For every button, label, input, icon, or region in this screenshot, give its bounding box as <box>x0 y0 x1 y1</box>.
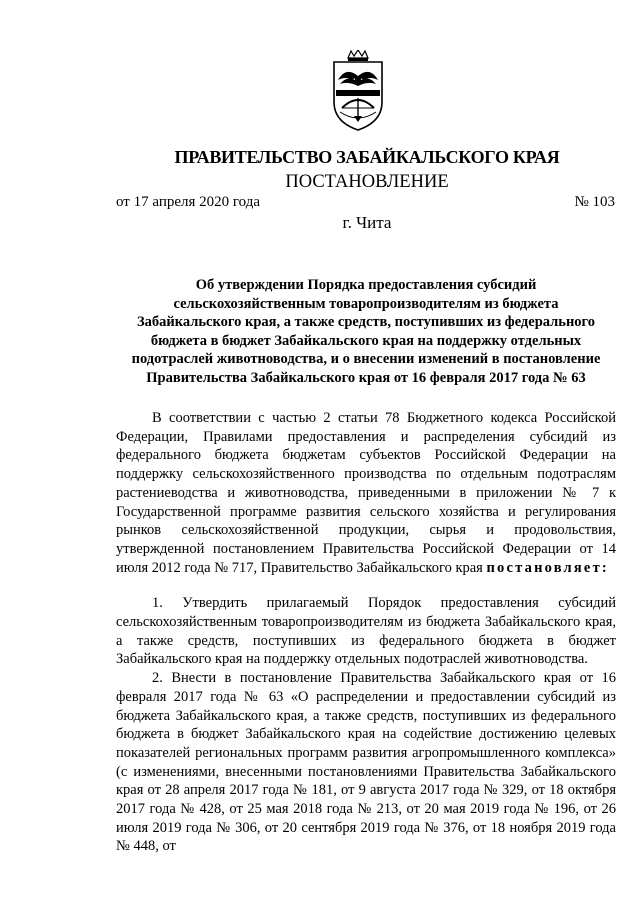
city: г. Чита <box>342 213 392 232</box>
document-date: от 17 апреля 2020 года <box>116 194 261 210</box>
heading-line: бюджета в бюджет Забайкальского края на поддержку отдельных <box>150 332 582 349</box>
item-paragraph: 2. Внести в постановление Правительства Забайкальского края от 16 февраля 2017 года № 63 «О распределении и предоставлении субсидий из бюджета Забайкальского края, а также средств, поступивших из федерального бюджета в бюджет Забайкальского края на содействие достижению целевых показателей региональных программ развития агропромышленного комплекса» (с изменениями, внесенными постановлениями Правительства Забайкальского края от 28 апреля 2017 года № 181, от 9 августа 2017 года № 329, от 18 октября 2017 года № 428, от 25 мая 2018 года № 213, от 20 мая 2019 года № 196, от 26 июля 2019 года № 306, от 20 сентября 2019 года № 376, от 18 ноября 2019 года № 448, от <box>116 670 616 855</box>
heading-line: Забайкальского края, а также средств, поступивших из федерального <box>136 314 596 330</box>
document-type: ПОСТАНОВЛЕНИЕ <box>285 172 449 192</box>
heading-line: Правительства Забайкальского края от 16 февраля 2017 года № 63 <box>146 369 586 386</box>
government-title: ПРАВИТЕЛЬСТВО ЗАБАЙКАЛЬСКОГО КРАЯ <box>174 147 560 167</box>
document-body <box>116 409 616 856</box>
heading-line: подотраслей животноводства, и о внесении изменений в постановление <box>131 351 601 367</box>
document-number: № 103 <box>574 194 615 210</box>
zabaykalsky-krai-coat-of-arms-icon <box>328 50 388 132</box>
document-heading <box>116 276 616 387</box>
heading-line: Об утверждении Порядка предоставления субсидий <box>195 277 537 293</box>
decree-word: постановляет: <box>486 559 609 576</box>
item-paragraph: 1. Утвердить прилагаемый Порядок предоставления субсидий сельскохозяйственным товаропроизводителям из бюджета Забайкальского края, а также средств, поступивших из федерального бюджета в бюджет Забайкальского края на поддержку отдельных подотраслей животноводства. <box>116 595 616 668</box>
preamble-paragraph <box>116 409 616 577</box>
preamble-text: В соответствии с частью 2 статьи 78 Бюджетного кодекса Российской Федерации, Правилами предоставления и распределения субсидий из федерального бюджета бюджетам субъектов Российской Федерации на поддержку сельскохозяйственного производства по отдельным подотраслям растениеводства и животноводства, приведенными в приложении № 7 к Государственной программе развития сельского хозяйства и регулирования рынков сельскохозяйственной продукции, сырья и продовольствия, утвержденной постановлением Правительства Российской Федерации от 14 июля 2012 года № 717, Правительство Забайкальского края <box>116 410 616 576</box>
heading-line: сельскохозяйственным товаропроизводителям из бюджета <box>173 295 559 312</box>
